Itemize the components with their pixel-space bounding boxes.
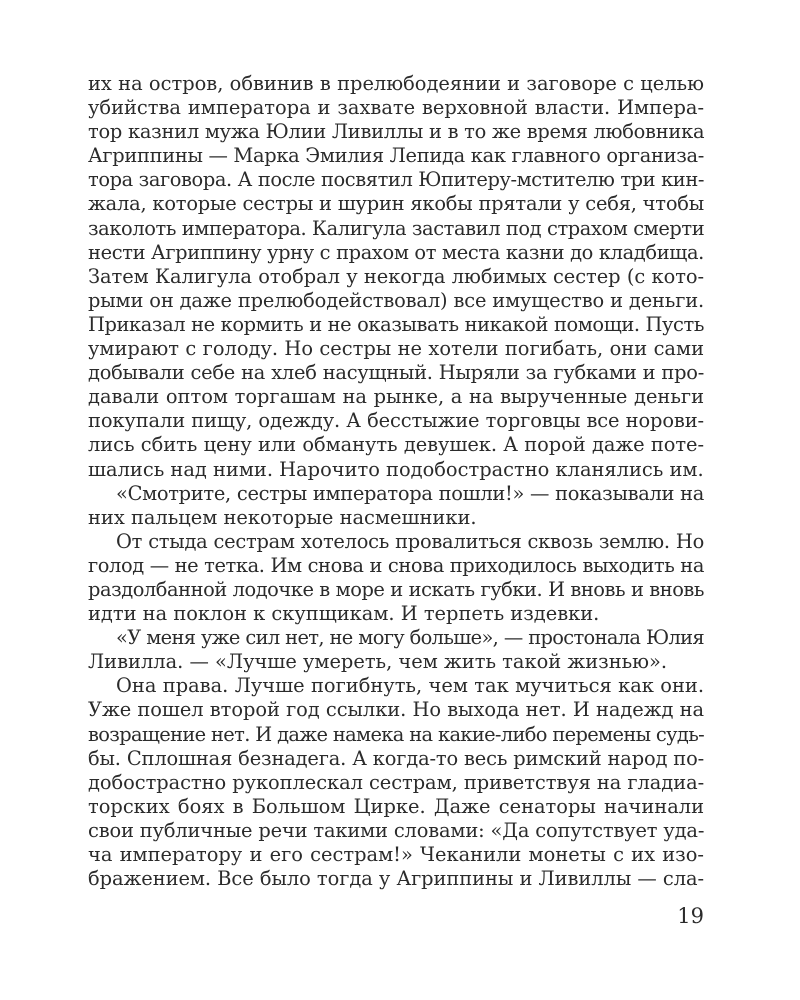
text-line: бражением. Все было тогда у Агриппины и Ливиллы — сла- [88,867,704,891]
text-line: тор казнил мужа Юлии Ливиллы и в то же время любовника [88,120,705,144]
text-line: Агриппины — Марка Эмилия Лепида как главного организа- [88,144,705,168]
text-line: лись сбить цену или обмануть девушек. А порой даже поте- [88,433,704,457]
page-number: 19 [677,904,704,928]
text-line: добострастно рукоплескал сестрам, приветствуя на гладиа- [88,770,705,794]
text-line: них пальцем некоторые насмешники. [88,505,477,529]
text-line: От стыда сестрам хотелось провалиться сквозь землю. Но [116,529,704,553]
text-line: «Смотрите, сестры императора пошли!» — показывали на [116,481,704,505]
text-line: убийства императора и захвате верховной власти. Импера- [88,96,704,120]
text-line: возращение нет. И даже намека на какие-либо перемены судь- [88,722,704,746]
text-line: Затем Калигула отобрал у некогда любимых сестер (с кото- [88,264,704,288]
text-line: Она права. Лучше погибнуть, чем так мучиться как они. [116,674,704,698]
text-line: нести Агриппину урну с прахом от места казни до кладбища. [88,240,704,264]
text-line: рыми он даже прелюбодействовал) все имущество и деньги. [88,288,704,312]
text-line: покупали пищу, одежду. А бесстыжие торговцы все норови- [88,409,704,433]
text-line: заколоть императора. Калигула заставил под страхом смерти [88,216,705,240]
text-line: давали оптом торгашам на рынке, а на вырученные деньги [88,385,704,409]
text-line: бы. Сплошная безнадега. А когда-то весь римский народ по- [88,746,704,770]
text-line: Приказал не кормить и не оказывать никакой помощи. Пусть [88,312,704,336]
text-line: Ливилла. — «Лучше умереть, чем жить такой жизнью». [88,650,668,674]
text-line: голод — не тетка. Им снова и снова приходилось выходить на [88,553,704,577]
text-line: Уже пошел второй год ссылки. Но выхода нет. И надежд на [88,698,704,722]
text-line: тора заговора. А после посвятил Юпитеру-мстителю три кин- [88,168,704,192]
text-line: идти на поклон к скупщикам. И терпеть издевки. [88,602,600,626]
text-line: добывали себе на хлеб насущный. Ныряли за губками и про- [88,361,704,385]
text-line: торских боях в Большом Цирке. Даже сенаторы начинали [88,794,704,818]
text-line: жала, которые сестры и шурин якобы прятали у себя, чтобы [88,192,704,216]
text-line: свои публичные речи такими словами: «Да сопутствует уда- [88,818,705,842]
body-text [88,72,704,891]
text-line: «У меня уже сил нет, не могу больше», — простонала Юлия [116,626,704,650]
text-line: ча императору и его сестрам!» Чеканили монеты с их изо- [88,843,704,866]
text-line: их на остров, обвинив в прелюбодеянии и заговоре с целью [88,72,704,95]
text-line: умирают с голоду. Но сестры не хотели погибать, они сами [88,337,704,361]
text-line: шались над ними. Нарочито подобострастно кланялись им. [88,457,704,481]
text-line: раздолбанной лодочке в море и искать губки. И вновь и вновь [88,577,704,601]
